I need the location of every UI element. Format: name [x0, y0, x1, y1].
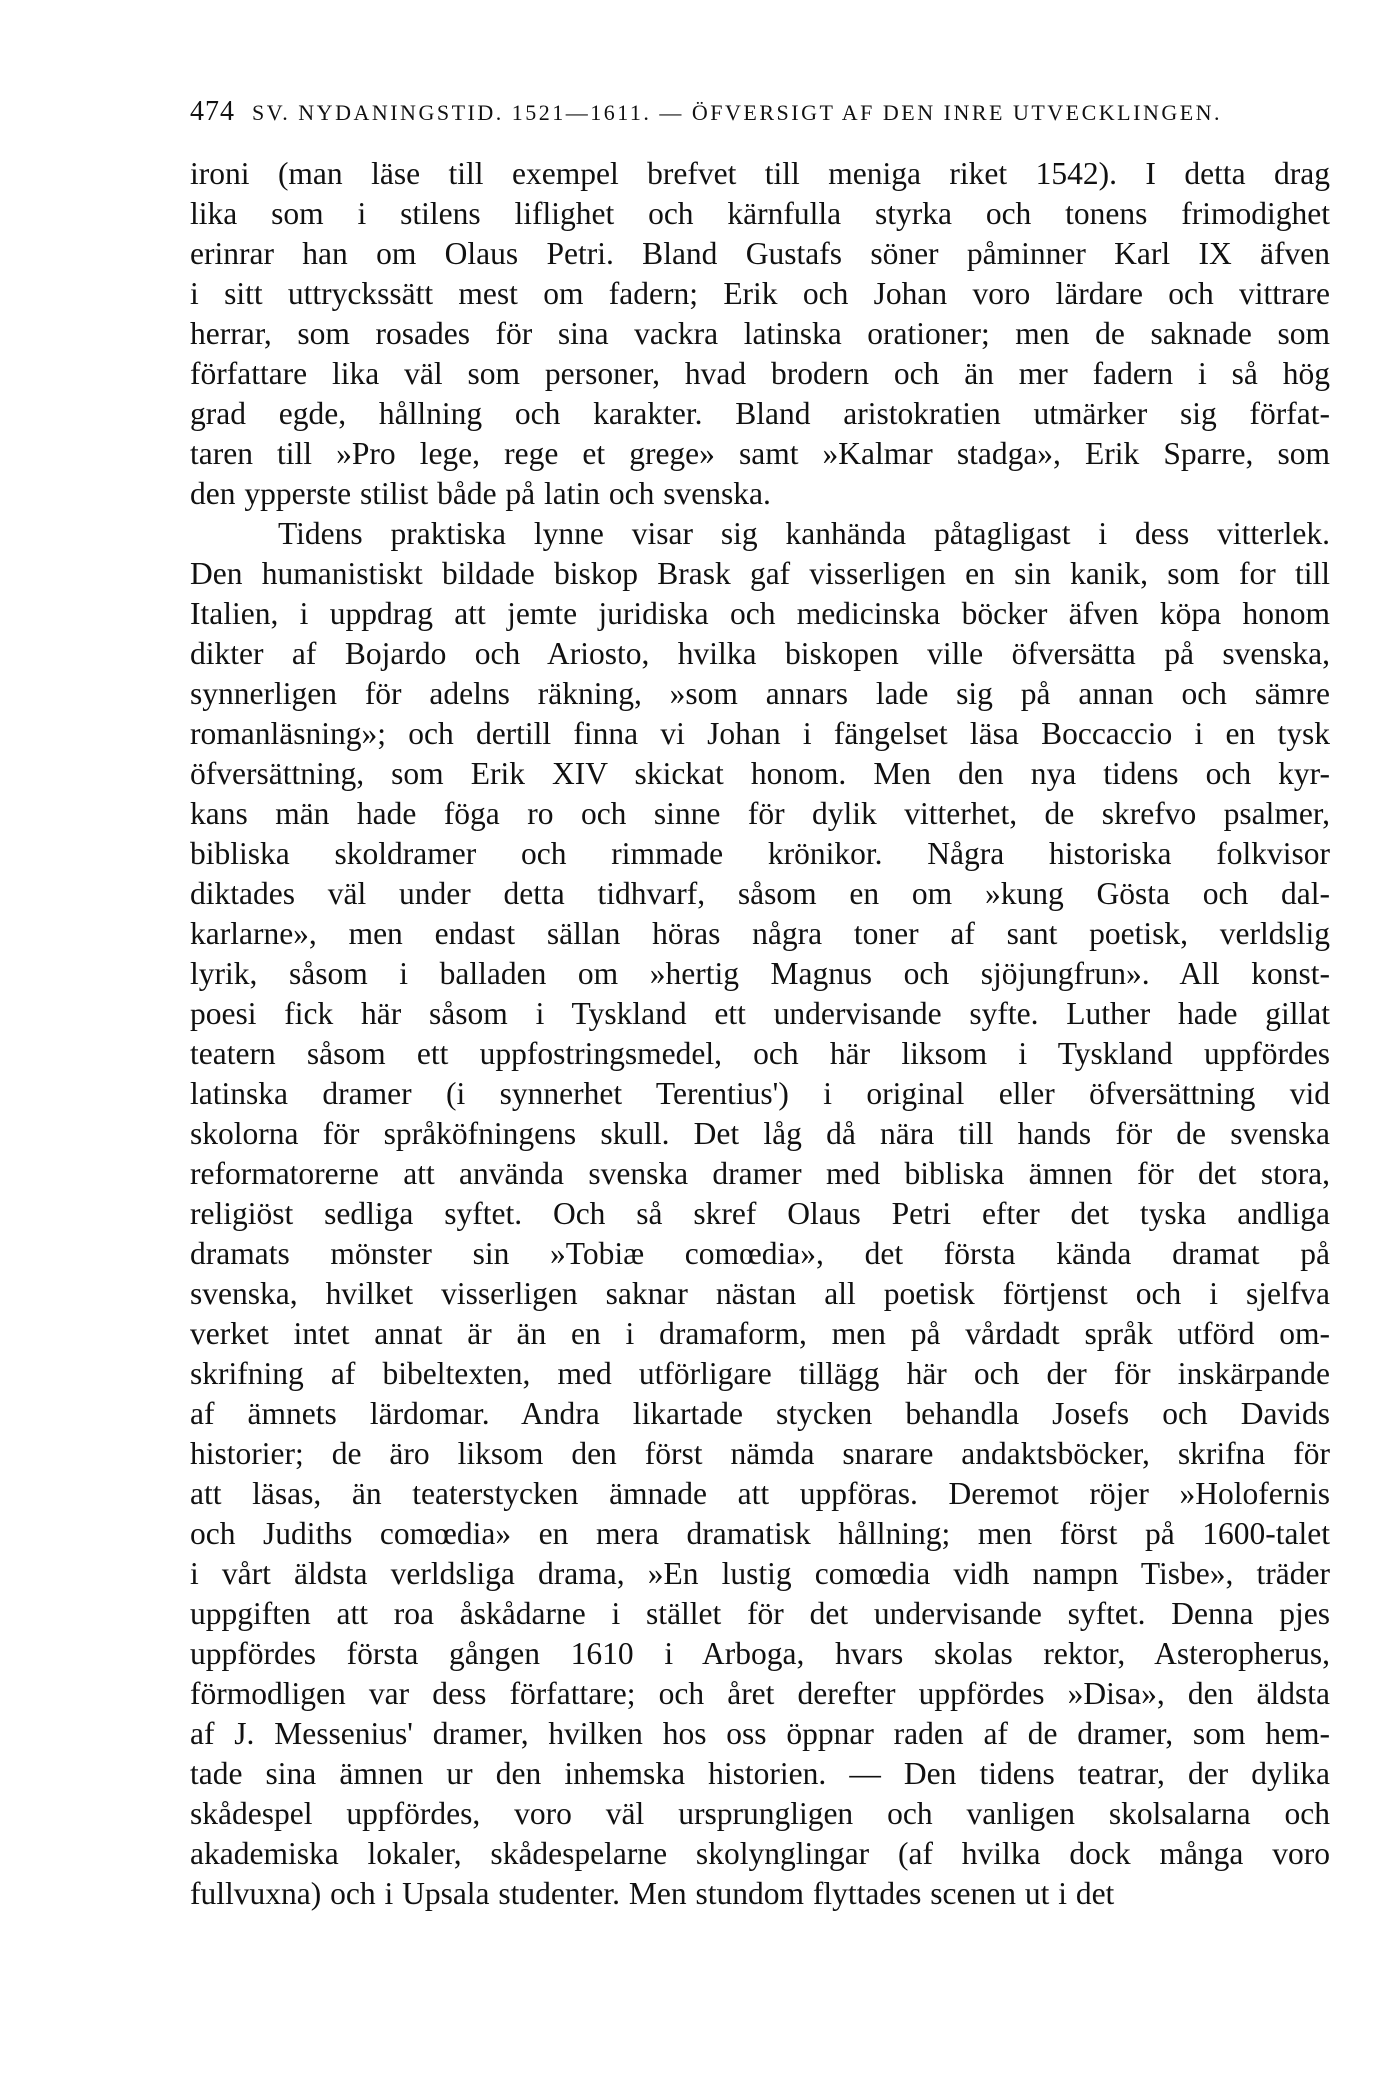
text-line: af ämnets lärdomar. Andra likartade stycken behandla Josefs och Davids [190, 1396, 1330, 1431]
text-line: förmodligen var dess författare; och året derefter uppfördes »Disa», den äldsta [190, 1676, 1330, 1711]
text-line: verket intet annat är än en i dramaform, men på vårdadt språk utförd om- [190, 1316, 1330, 1351]
text-line: i vårt äldsta verldsliga drama, »En lustig comœdia vidh nampn Tisbe», träder [190, 1556, 1330, 1591]
text-line: poesi fick här såsom i Tyskland ett undervisande syfte. Luther hade gillat [190, 996, 1330, 1031]
text-line: skrifning af bibeltexten, med utförligare tillägg här och der för inskärpande [190, 1356, 1330, 1391]
text-line: dramats mönster sin »Tobiæ comœdia», det första kända dramat på [190, 1236, 1330, 1271]
text-line: grad egde, hållning och karakter. Bland aristokratien utmärker sig förfat- [190, 396, 1330, 431]
text-line: taren till »Pro lege, rege et grege» samt »Kalmar stadga», Erik Sparre, som [190, 436, 1330, 471]
text-line: författare lika väl som personer, hvad brodern och än mer fadern i så hög [190, 356, 1330, 391]
text-line: kans män hade föga ro och sinne för dylik vitterhet, de skrefvo psalmer, [190, 796, 1330, 831]
text-line: Den humanistiskt bildade biskop Brask gaf visserligen en sin kanik, som for till [190, 556, 1330, 591]
text-line: synnerligen för adelns räkning, »som annars lade sig på annan och sämre [190, 676, 1330, 711]
text-line: öfversättning, som Erik XIV skickat honom. Men den nya tidens och kyr- [190, 756, 1330, 791]
text-line: romanläsning»; och dertill finna vi Johan i fängelset läsa Boccaccio i en tysk [190, 716, 1330, 751]
text-line: uppgiften att roa åskådarne i stället för det undervisande syftet. Denna pjes [190, 1596, 1330, 1631]
text-line: tade sina ämnen ur den inhemska historien. — Den tidens teatrar, der dylika [190, 1756, 1330, 1791]
body-text [190, 154, 1330, 1914]
text-line: dikter af Bojardo och Ariosto, hvilka biskopen ville öfversätta på svenska, [190, 636, 1330, 671]
text-line: diktades väl under detta tidhvarf, såsom en om »kung Gösta och dal- [190, 876, 1330, 911]
text-line: fullvuxna) och i Upsala studenter. Men stundom flyttades scenen ut i det [190, 1876, 1115, 1911]
text-line: religiöst sedliga syftet. Och så skref Olaus Petri efter det tyska andliga [190, 1196, 1330, 1231]
text-line: uppfördes första gången 1610 i Arboga, hvars skolas rektor, Asteropherus, [190, 1636, 1330, 1671]
text-line: erinrar han om Olaus Petri. Bland Gustafs söner påminner Karl IX äfven [190, 236, 1330, 271]
paragraph [190, 514, 1330, 1914]
page-number: 474 [190, 96, 235, 127]
text-line: historier; de äro liksom den först nämda snarare andaktsböcker, skrifna för [190, 1436, 1330, 1471]
text-line: karlarne», men endast sällan höras några toner af sant poetisk, verldslig [190, 916, 1330, 951]
text-line: ironi (man läse till exempel brefvet till meniga riket 1542). I detta drag [190, 156, 1330, 191]
text-line: lika som i stilens liflighet och kärnfulla styrka och tonens frimodighet [190, 196, 1330, 231]
running-title: SV. NYDANINGSTID. 1521—1611. — ÖFVERSIGT AF DEN INRE UTVECKLINGEN. [252, 100, 1223, 125]
text-line: i sitt uttryckssätt mest om fadern; Erik och Johan voro lärdare och vittrare [190, 276, 1330, 311]
text-line: teatern såsom ett uppfostringsmedel, och här liksom i Tyskland uppfördes [190, 1036, 1330, 1071]
paragraph [190, 154, 1330, 514]
text-line: svenska, hvilket visserligen saknar nästan all poetisk förtjenst och i sjelfva [190, 1276, 1330, 1311]
text-line: Tidens praktiska lynne visar sig kanhända påtagligast i dess vitterlek. [278, 516, 1330, 551]
text-line: skolorna för språköfningens skull. Det låg då nära till hands för de svenska [190, 1116, 1330, 1151]
text-line: herrar, som rosades för sina vackra latinska orationer; men de saknade som [190, 316, 1330, 351]
text-line: af J. Messenius' dramer, hvilken hos oss öppnar raden af de dramer, som hem- [190, 1716, 1330, 1751]
text-line: bibliska skoldramer och rimmade krönikor. Några historiska folkvisor [190, 836, 1330, 871]
text-line: att läsas, än teaterstycken ämnade att uppföras. Deremot röjer »Holofernis [190, 1476, 1330, 1511]
text-line: skådespel uppfördes, voro väl ursprungligen och vanligen skolsalarna och [190, 1796, 1330, 1831]
text-line: reformatorerne att använda svenska dramer med bibliska ämnen för det stora, [190, 1156, 1330, 1191]
running-header [190, 96, 1330, 140]
text-line: Italien, i uppdrag att jemte juridiska och medicinska böcker äfven köpa honom [190, 596, 1330, 631]
text-line: den ypperste stilist både på latin och svenska. [190, 476, 771, 511]
text-line: och Judiths comœdia» en mera dramatisk hållning; men först på 1600-talet [190, 1516, 1330, 1551]
text-line: akademiska lokaler, skådespelarne skolynglingar (af hvilka dock många voro [190, 1836, 1330, 1871]
text-line: lyrik, såsom i balladen om »hertig Magnus och sjöjungfrun». All konst- [190, 956, 1330, 991]
text-line: latinska dramer (i synnerhet Terentius') i original eller öfversättning vid [190, 1076, 1330, 1111]
document-page [190, 96, 1330, 1914]
